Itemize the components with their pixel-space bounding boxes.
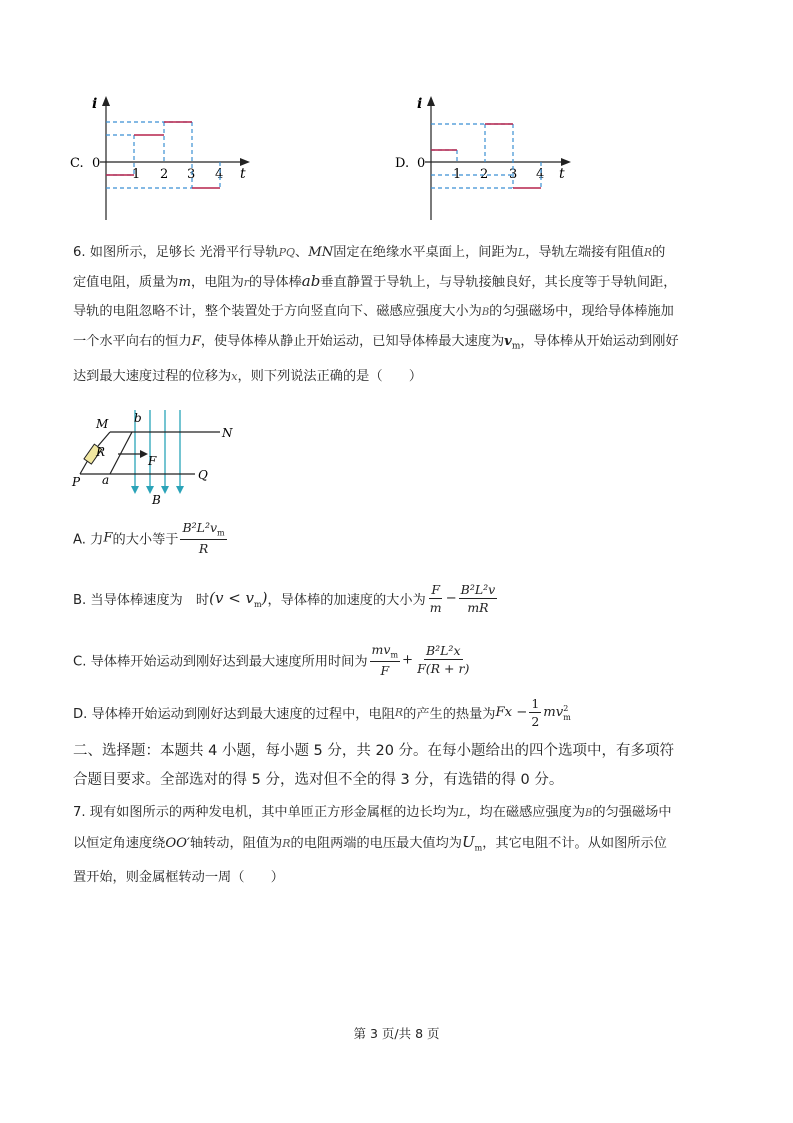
- page-footer: 第 3 页/共 8 页: [353, 1026, 440, 1041]
- q6-line-5: 达到最大速度过程的位移为x，则下列说法正确的是（ ）: [73, 368, 423, 384]
- force-arrow-icon: [140, 450, 148, 458]
- svg-text:P: P: [72, 475, 81, 489]
- graph-d-tick-1: 1: [453, 167, 462, 182]
- graph-c-tick-1: 1: [132, 167, 141, 182]
- svg-text:a: a: [102, 473, 110, 487]
- q6-line-4: 一个水平向右的恒力F，使导体棒从静止开始运动，已知导体棒最大速度为$v_m$，导体棒从开始运动到刚好: [73, 334, 679, 352]
- graph-c: [70, 92, 260, 227]
- graph-d-axis-i: i: [417, 96, 423, 112]
- question-7: [73, 798, 733, 892]
- option-c[interactable]: C. 导体棒开始运动到刚好达到最大速度所用时间为 $\frac{mv_m}{F}$ + $\frac{\text{B²L²x}}{F(R + r)}$: [73, 642, 470, 678]
- svg-text:R: R: [96, 445, 106, 459]
- circuit-diagram: [70, 408, 250, 510]
- graph-c-origin: 0: [92, 156, 101, 171]
- q7-line-1: 7. 现有如图所示的两种发电机，其中单匝正方形金属框的边长均为L，均在磁感应强度为B的匀强磁场中: [73, 805, 672, 820]
- graph-c-tick-3: 3: [187, 167, 196, 182]
- graph-c-tick-2: 2: [160, 167, 169, 182]
- option-a[interactable]: A. 力F的大小等于 $\frac{B^2L^2v_m}{R}$: [73, 520, 225, 556]
- svg-text:b: b: [134, 411, 142, 425]
- graph-c-tick-4: 4: [215, 167, 224, 182]
- graph-d-label: D.: [395, 156, 410, 171]
- graph-d-tick-2: 2: [480, 167, 489, 182]
- graph-d-tick-3: 3: [509, 167, 518, 182]
- svg-text:M: M: [96, 417, 109, 431]
- q6-line-2: 定值电阻，质量为m，电阻为r的导体棒ab垂直静置于导轨上，与导轨接触良好，其长度等于导轨间距，: [73, 272, 677, 290]
- q7-line-3: 置开始，则金属框转动一周（ ）: [73, 869, 284, 885]
- graph-d-axis-t: t: [559, 166, 565, 182]
- q6-line-1: 6. 如图所示，足够长 光滑平行导轨PQ、MN固定在绝缘水平桌面上，间距为L，导轨左端接有阻值R的: [73, 245, 666, 260]
- graph-c-label: C.: [70, 156, 84, 171]
- svg-text:Q: Q: [198, 468, 208, 482]
- section-2-instructions: 二、选择题：本题共 4 小题，每小题 5 分，共 20 分。在每小题给出的四个选项中，有多项符 合题目要求。全部选对的得 5 分，选对但不全的得 3 分，有选错的得 0 分。: [73, 743, 675, 788]
- graph-d: [395, 92, 585, 227]
- option-a-fraction: $\frac{B^2L^2v_m}{R}$: [182, 520, 225, 556]
- q7-line-2: 以恒定角速度绕OO′轴转动，阻值为R的电阻两端的电压最大值均为$U_m$，其它电阻不计。从如图所示位: [73, 833, 667, 853]
- magnetic-field-lines: [135, 410, 180, 488]
- question-6: [73, 238, 733, 391]
- svg-text:F: F: [148, 454, 157, 468]
- graph-c-axis-t: t: [240, 166, 246, 182]
- svg-text:N: N: [222, 426, 233, 440]
- graph-c-axis-i: i: [92, 96, 98, 112]
- svg-text:B: B: [152, 493, 161, 507]
- graph-d-tick-4: 4: [536, 167, 545, 182]
- option-b[interactable]: B. 当导体棒速度为 时$(v < v_m)$，导体棒的加速度的大小为 $\frac{F}{m}$ − $\frac{\text{B²L²v}}{mR}$: [73, 582, 496, 615]
- option-d[interactable]: D. 导体棒开始运动到刚好达到最大速度的过程中，电阻R的产生的热量为Fx − $\frac{1}{2}$ mv 2 m: [73, 696, 571, 729]
- q6-line-3: 导轨的电阻忽略不计，整个装置处于方向竖直向下、磁感应强度大小为B的匀强磁场中，现给导体棒施加: [73, 304, 674, 319]
- graph-d-origin: 0: [417, 156, 426, 171]
